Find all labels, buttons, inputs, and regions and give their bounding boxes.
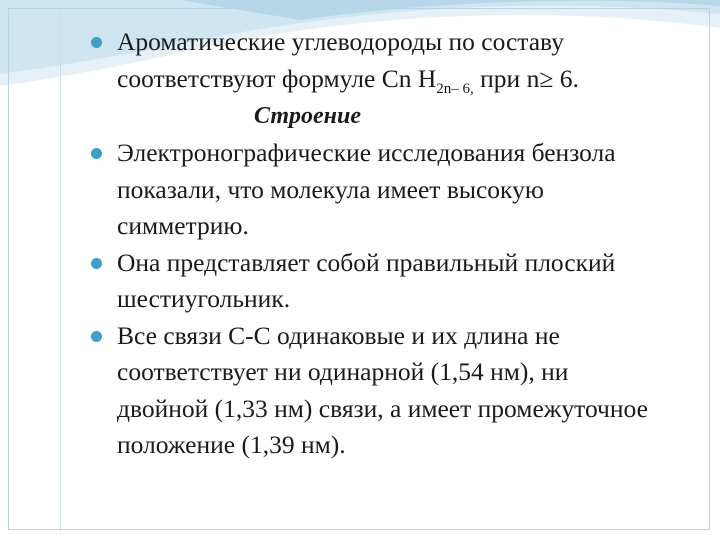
bullet-icon (91, 331, 102, 342)
item-line: показали, что молекула имеет высокую (117, 174, 544, 204)
item-line: положение (1,39 нм). (117, 430, 346, 459)
formula-line (117, 61, 704, 98)
item-line: Все связи С-С одинаковые и их длина не (117, 320, 560, 350)
formula-subscript-2: 2 (436, 80, 444, 97)
slide-content (84, 24, 704, 464)
bullet-item-hexagon (84, 245, 704, 318)
bullet-item-composition (84, 24, 704, 97)
left-rule-decoration (60, 12, 61, 532)
item-line: симметрию. (117, 211, 249, 240)
bullet-icon (91, 258, 102, 269)
item-line: Ароматические углеводороды по составу (117, 27, 564, 56)
item-line: Электронографические исследования бензола (117, 138, 616, 167)
item-line: Она представляет собой правильный плоский (117, 247, 616, 277)
bullet-icon (91, 148, 102, 159)
formula-text: соответствуют формуле Cn H (117, 63, 437, 93)
section-heading: Строение (254, 103, 361, 129)
item-line: шестиугольник. (117, 284, 291, 313)
formula-subscript-minus-6: – 6, (451, 80, 474, 97)
formula-subscript-n: n (443, 80, 452, 97)
bullet-icon (91, 37, 102, 48)
bullet-item-bond-length (84, 318, 704, 464)
item-line: двойной (1,33 нм) связи, а имеет промежуточное (117, 393, 648, 423)
formula-condition: при n≥ 6. (473, 63, 579, 93)
item-line: соответствует ни одинарной (1,54 нм), ни (117, 357, 569, 386)
bullet-item-electron-diffraction (84, 135, 704, 245)
